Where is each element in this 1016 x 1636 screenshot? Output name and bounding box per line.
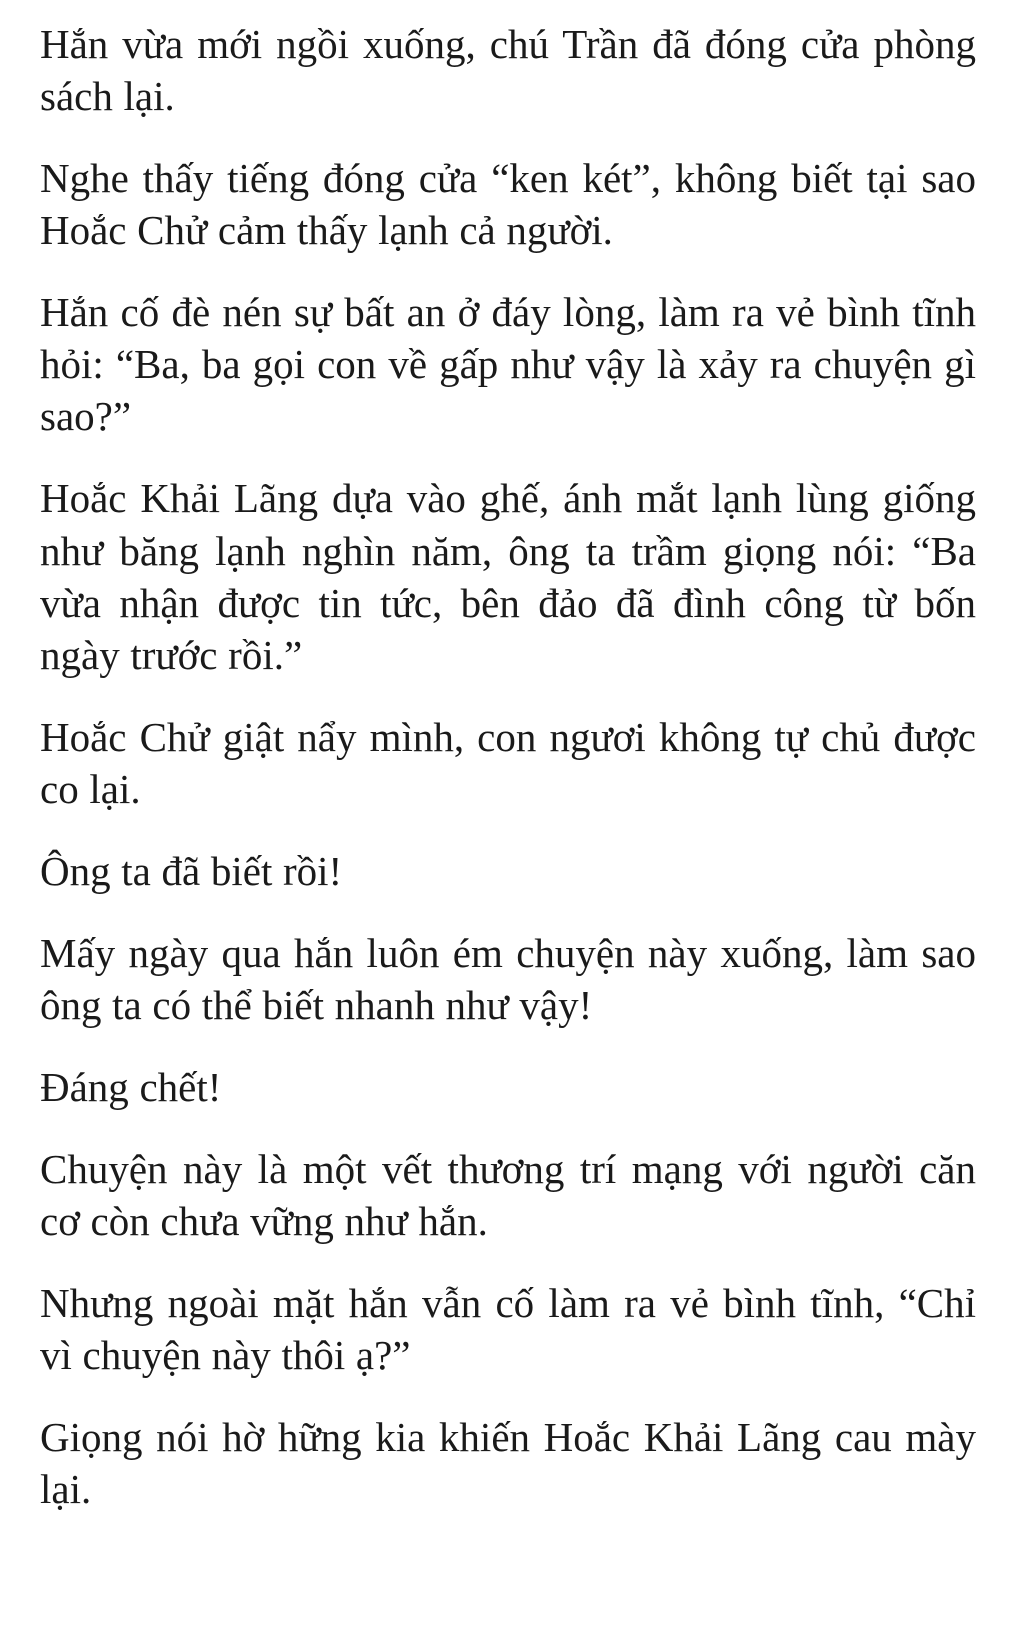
paragraph: Nghe thấy tiếng đóng cửa “ken két”, không biết tại sao Hoắc Chử cảm thấy lạnh cả người. xyxy=(40,155,976,254)
paragraph: Nhưng ngoài mặt hắn vẫn cố làm ra vẻ bình tĩnh, “Chỉ vì chuyện này thôi ạ?” xyxy=(40,1280,976,1379)
paragraph: Hắn vừa mới ngồi xuống, chú Trần đã đóng cửa phòng sách lại. xyxy=(40,21,976,120)
paragraph: Giọng nói hờ hững kia khiến Hoắc Khải Lãng cau mày lại. xyxy=(40,1414,976,1513)
paragraph: Hắn cố đè nén sự bất an ở đáy lòng, làm ra vẻ bình tĩnh hỏi: “Ba, ba gọi con về gấp như vậy là xảy ra chuyện gì sao?” xyxy=(40,289,976,440)
paragraph: Đáng chết! xyxy=(40,1064,222,1110)
paragraph: Hoắc Chử giật nẩy mình, con ngươi không tự chủ được co lại. xyxy=(40,713,976,812)
paragraph: Hoắc Khải Lãng dựa vào ghế, ánh mắt lạnh lùng giống như băng lạnh nghìn năm, ông ta trầm giọng nói: “Ba vừa nhận được tin tức, bên đảo đã đình công từ bốn ngày trước rồi.” xyxy=(40,475,976,678)
paragraph: Chuyện này là một vết thương trí mạng với người căn cơ còn chưa vững như hắn. xyxy=(40,1146,976,1245)
paragraph: Ông ta đã biết rồi! xyxy=(40,847,343,894)
paragraph: Mấy ngày qua hắn luôn ém chuyện này xuống, làm sao ông ta có thể biết nhanh như vậy! xyxy=(40,929,976,1028)
